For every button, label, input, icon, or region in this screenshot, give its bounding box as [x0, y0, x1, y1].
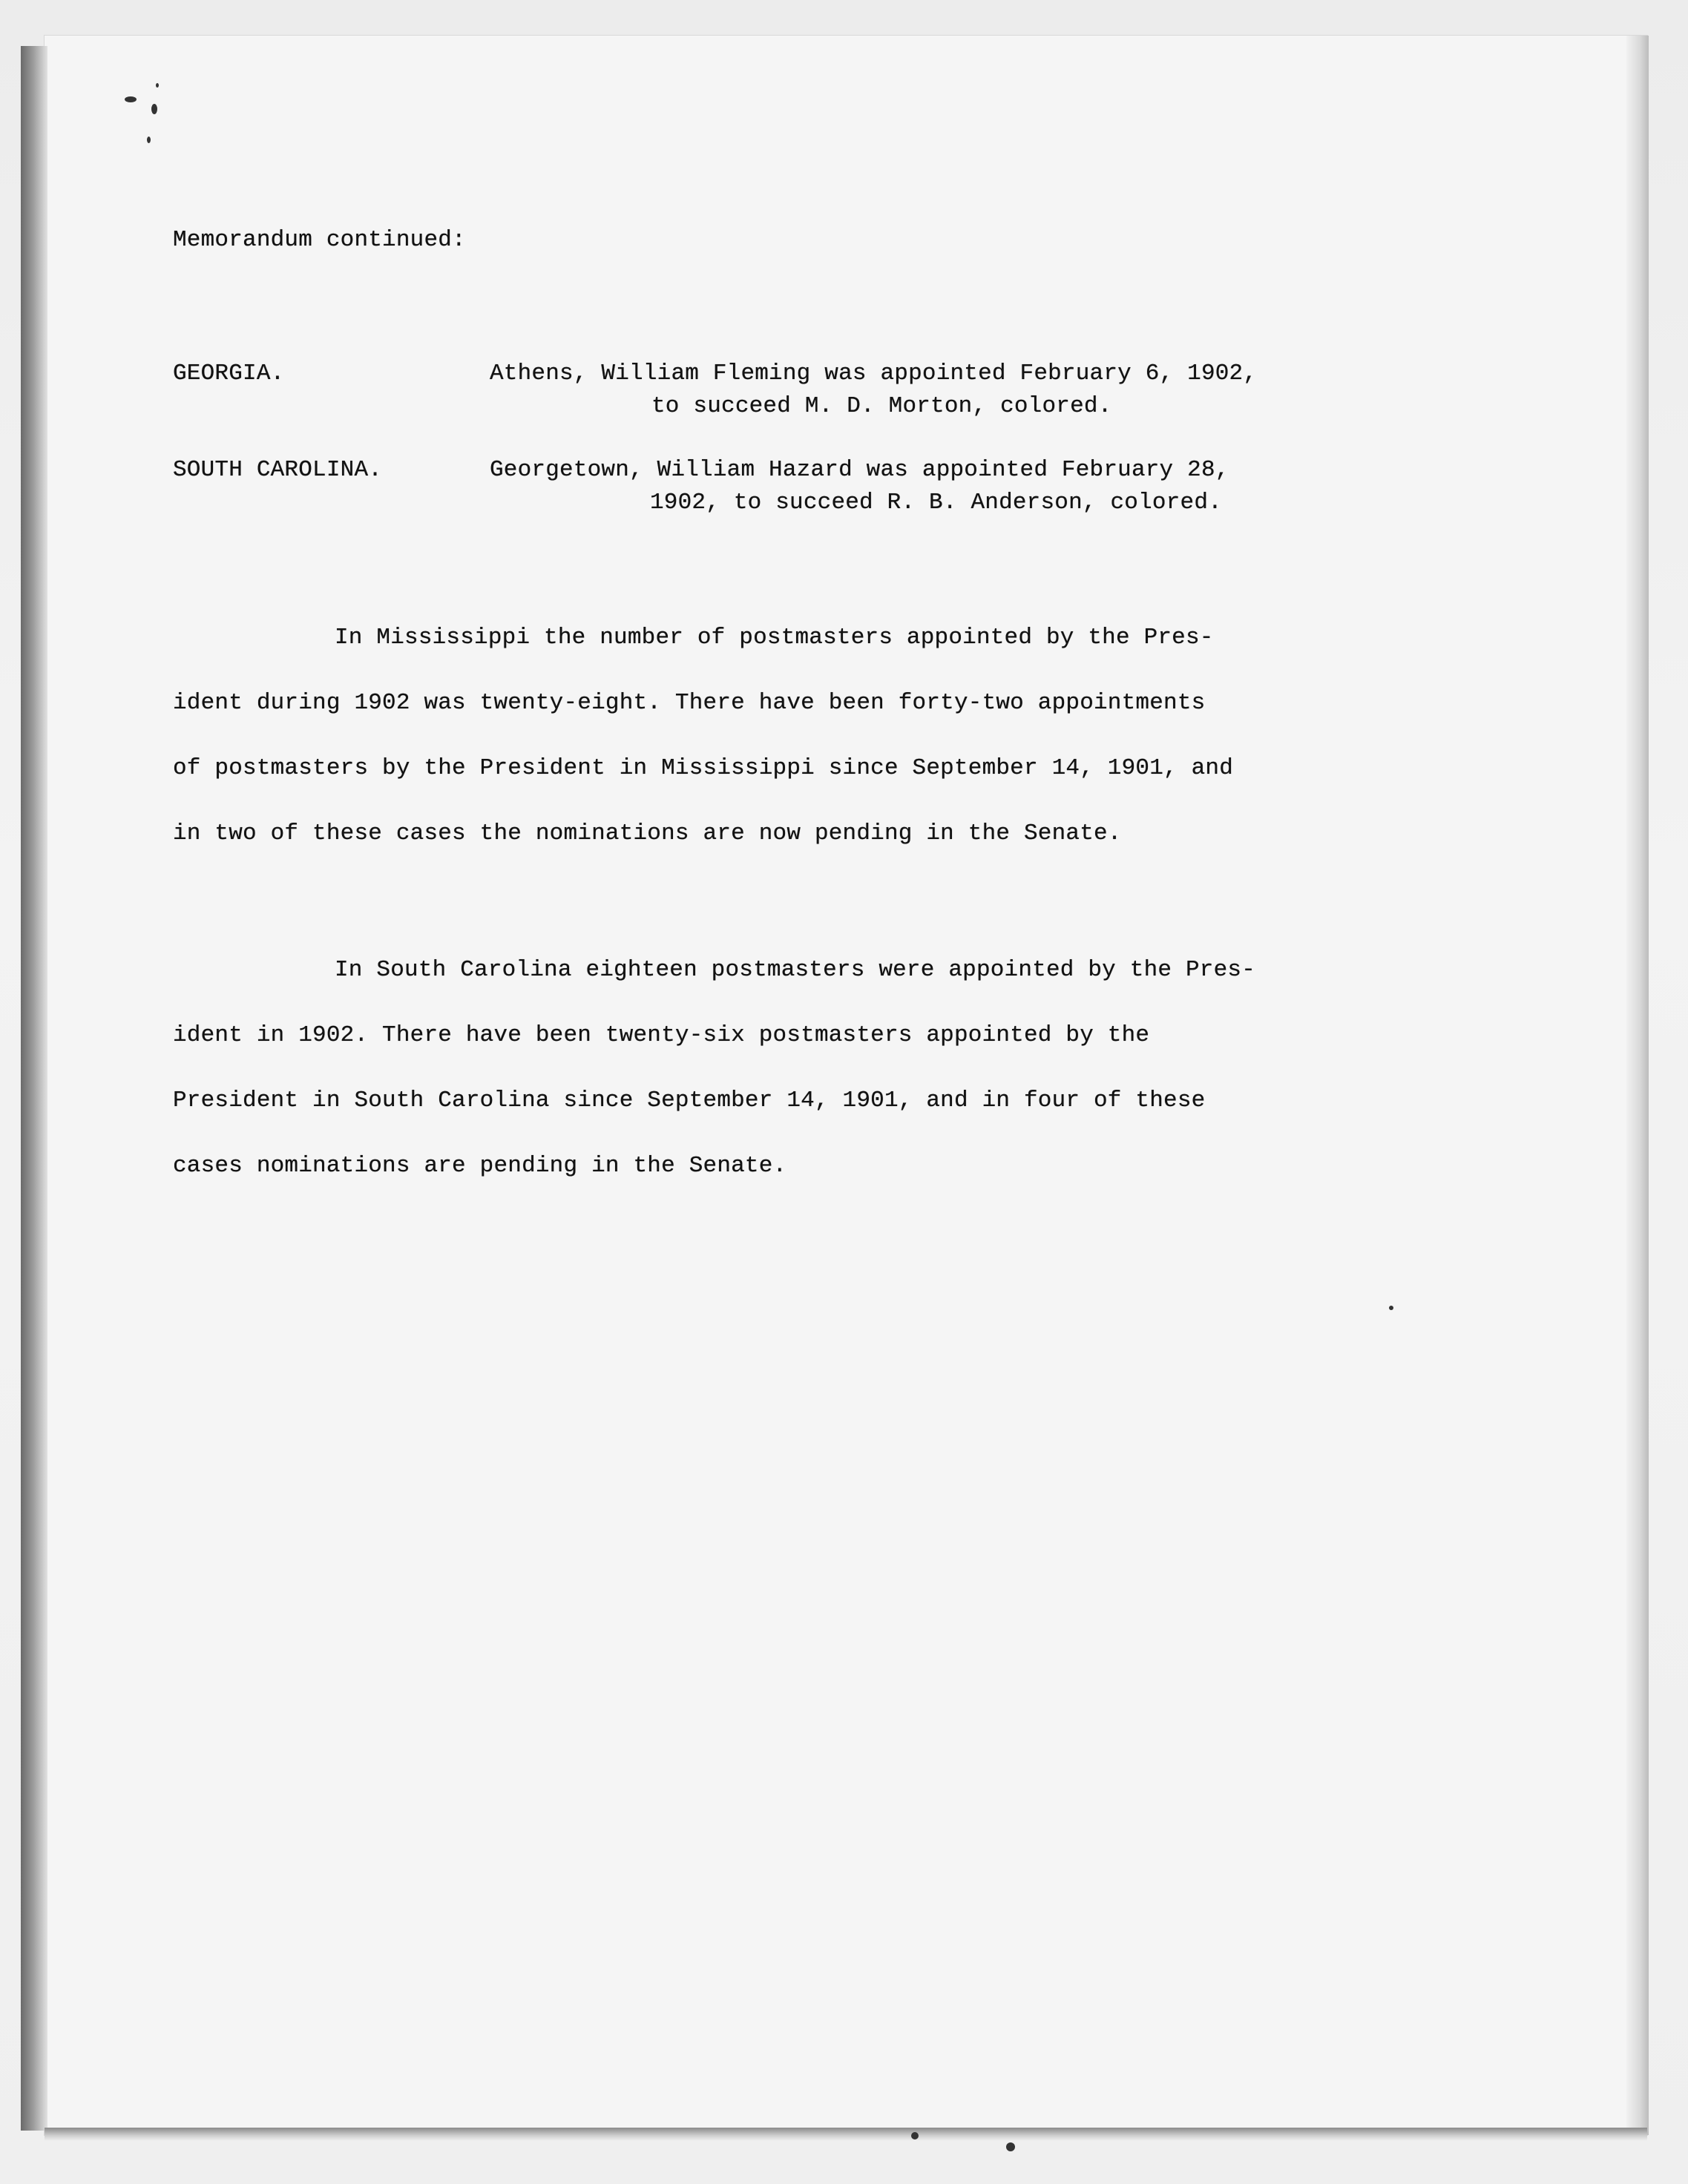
paragraph-mississippi-line2: ident during 1902 was twenty-eight. There have been forty-two appointments	[173, 690, 1206, 716]
page-sheet	[45, 36, 1647, 2135]
entry-south-carolina-line1: Georgetown, William Hazard was appointed February 28,	[490, 457, 1229, 483]
ink-speck	[156, 83, 159, 88]
paragraph-south-carolina-line1: In South Carolina eighteen postmasters were appointed by the Pres-	[335, 957, 1255, 983]
ink-speck	[1389, 1306, 1393, 1310]
left-edge-shadow	[21, 46, 47, 2131]
memorandum-heading: Memorandum continued:	[173, 227, 466, 253]
entry-georgia-line2: to succeed M. D. Morton, colored.	[651, 393, 1112, 419]
paragraph-mississippi-line4: in two of these cases the nominations are now pending in the Senate.	[173, 820, 1122, 846]
paragraph-south-carolina-line4: cases nominations are pending in the Senate.	[173, 1153, 787, 1179]
ink-speck	[911, 2132, 919, 2139]
entry-georgia-line1: Athens, William Fleming was appointed February 6, 1902,	[490, 361, 1258, 387]
right-edge	[1626, 36, 1649, 2135]
ink-speck	[1006, 2142, 1015, 2151]
paragraph-south-carolina-line3: President in South Carolina since September 14, 1901, and in four of these	[173, 1088, 1206, 1114]
paragraph-mississippi-line3: of postmasters by the President in Mississippi since September 14, 1901, and	[173, 755, 1234, 781]
state-label-south-carolina: SOUTH CAROLINA.	[173, 457, 383, 483]
paragraph-mississippi-line1: In Mississippi the number of postmasters appointed by the Pres-	[335, 625, 1214, 651]
entry-south-carolina-line2: 1902, to succeed R. B. Anderson, colored.	[650, 490, 1222, 516]
state-label-georgia: GEORGIA.	[173, 361, 285, 387]
ink-speck	[147, 136, 151, 143]
bottom-edge-shadow	[45, 2128, 1647, 2141]
ink-speck	[125, 96, 137, 102]
paragraph-south-carolina-line2: ident in 1902. There have been twenty-six postmasters appointed by the	[173, 1022, 1150, 1048]
ink-speck	[151, 104, 157, 114]
